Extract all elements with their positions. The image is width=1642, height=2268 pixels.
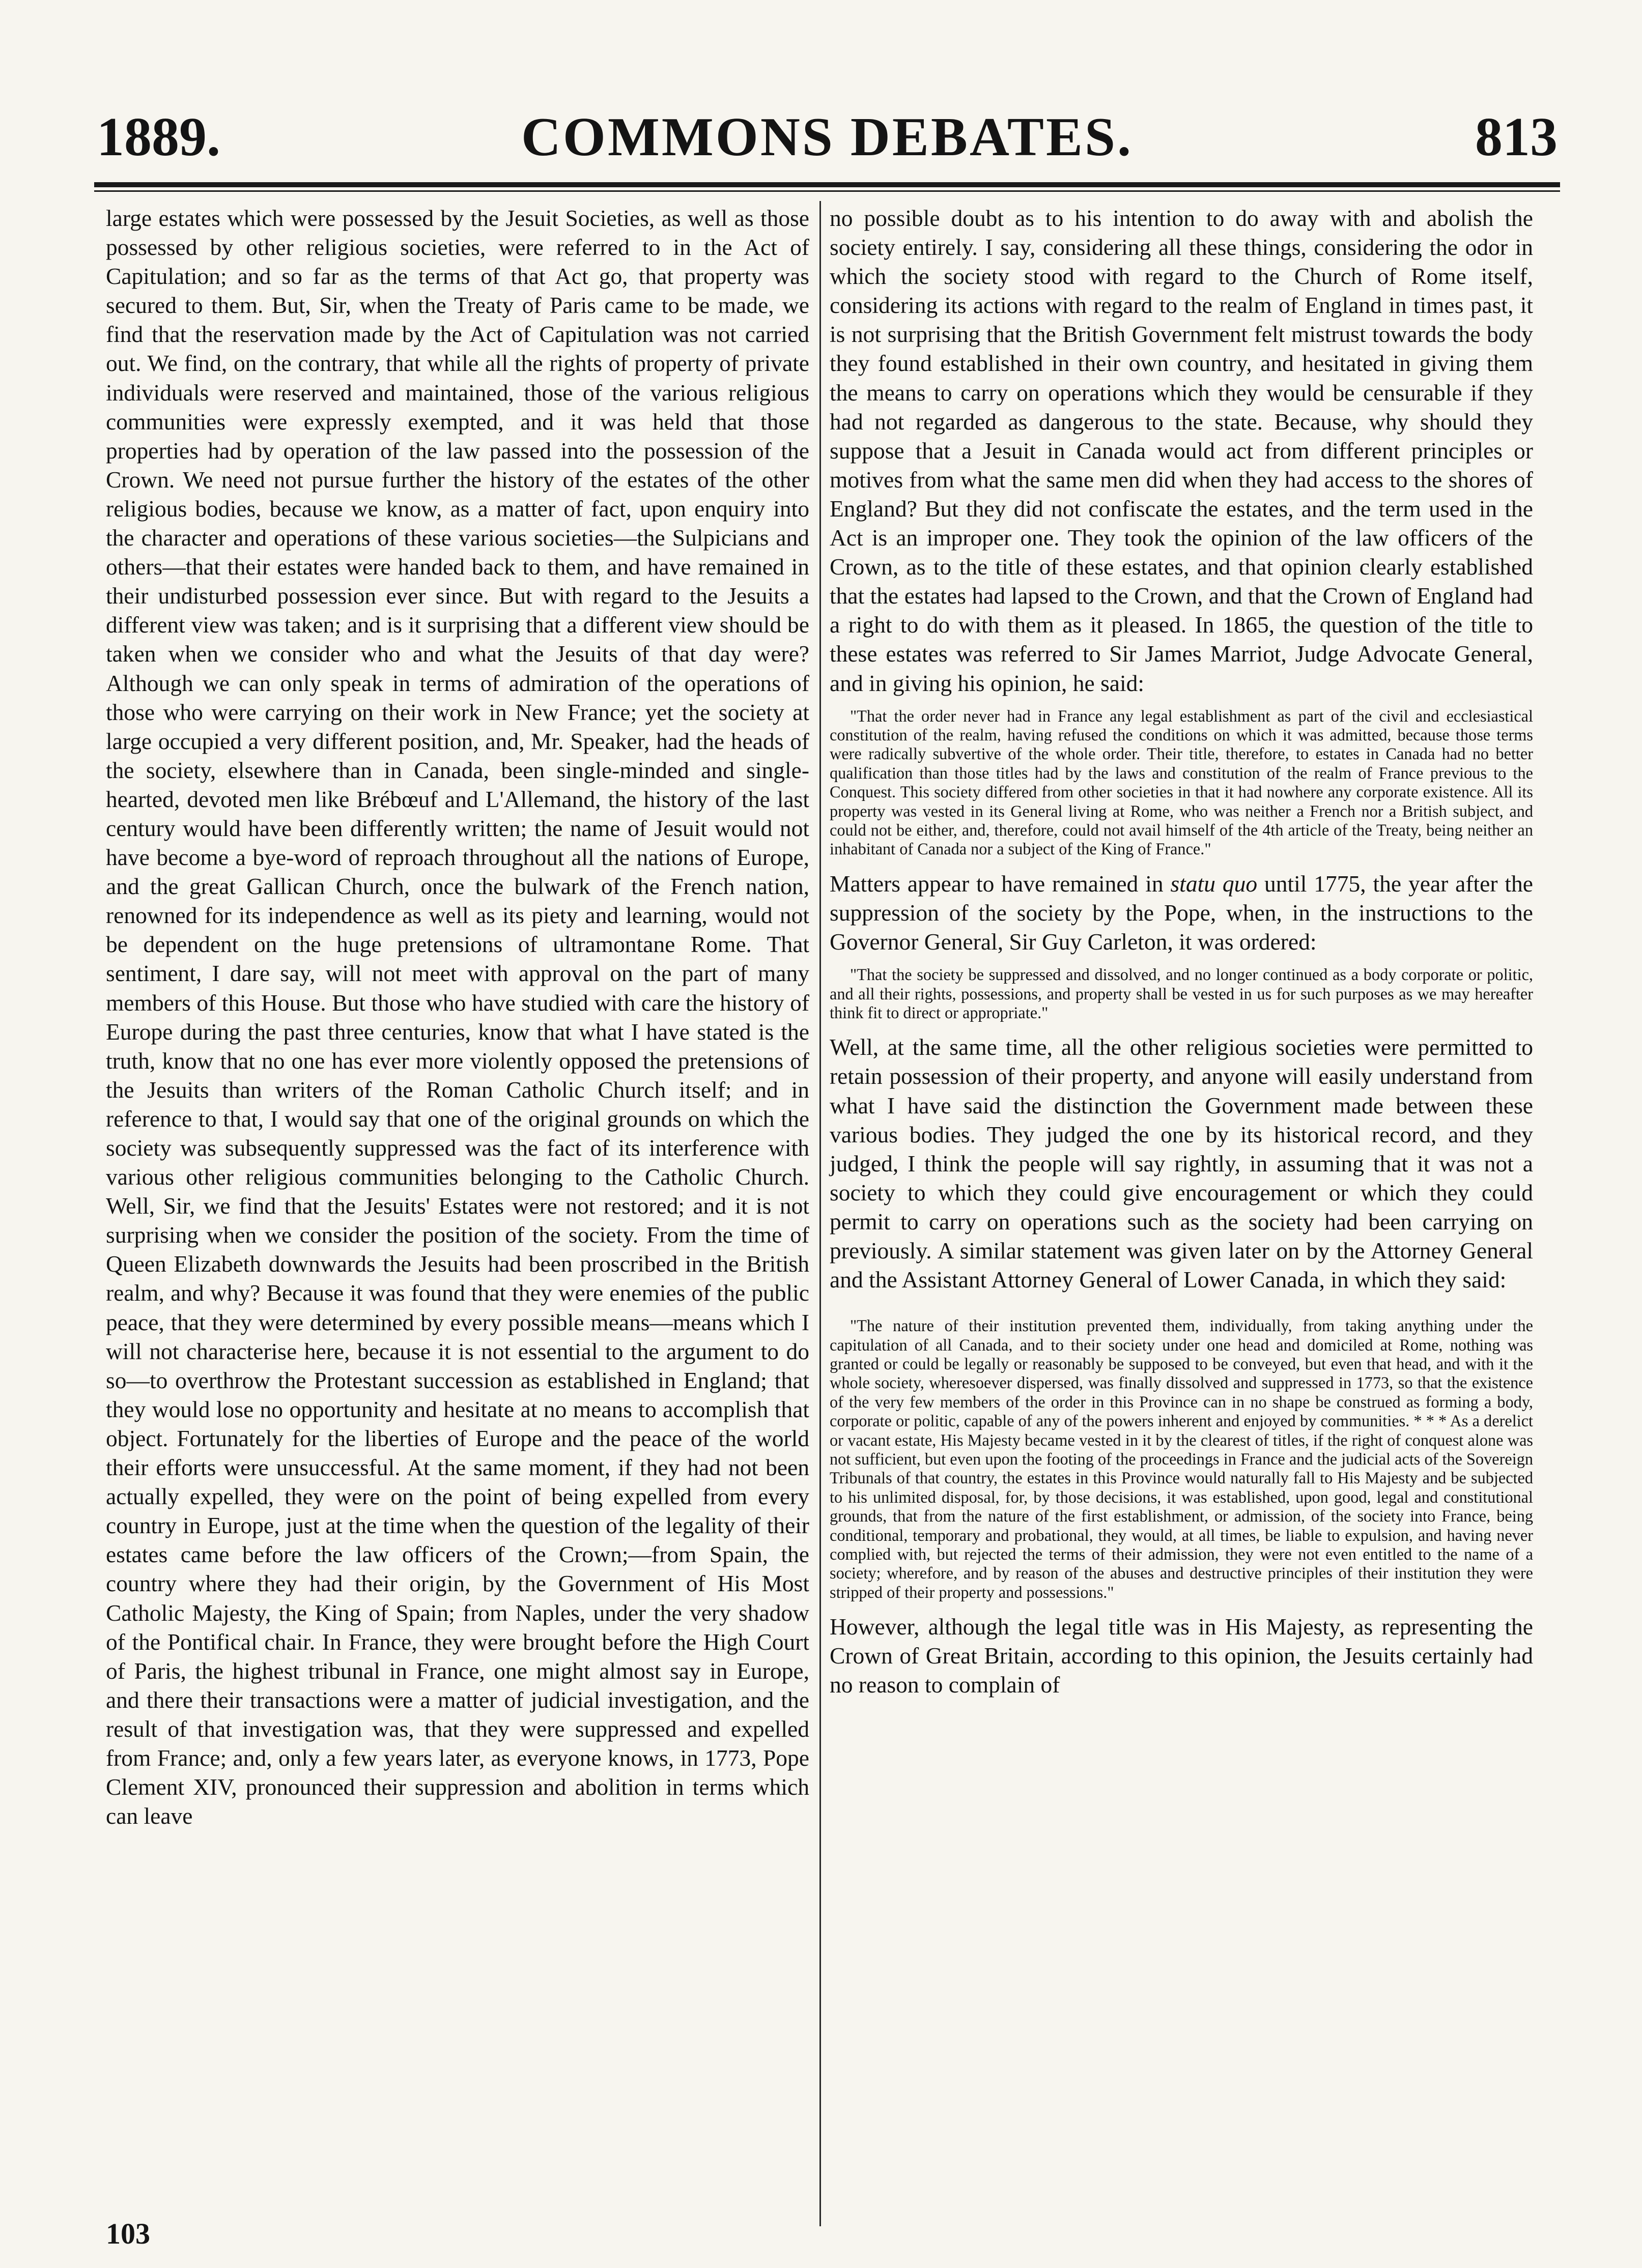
header-rule-thick [94,182,1560,187]
right-paragraph-1: no possible doubt as to his intention to do away with and abolish the society entirely. I say, considering all these things, considering the odor in which the society stood with regard to the Church of Rome itself, considering its actions with regard to the realm of England in times past, it is not surprising that the British Government felt mistrust towards the body they found established in their own country, and hesitated in giving them the means to carry on operations which they would be censurable if they had not regarded as dangerous to the state. Because, why should they suppose that a Jesuit in Canada would act from different principles or motives from what the same men did when they had access to the shores of England? But they did not confiscate the estates, and the term used in the Act is an improper one. They took the opinion of the law officers of the Crown, as to the title of these estates, and that opinion clearly established that the estates had lapsed to the Crown, and that the Crown of England had a right to do with them as it pleased. In 1865, the question of the title to these estates was referred to Sir James Marriot, Judge Advocate General, and in giving his opinion, he said: [830,205,1533,696]
right-column [830,204,1533,1700]
right-paragraph-2 [830,869,1533,956]
column-divider [819,201,821,2226]
para2-text-before: Matters appear to have remained in [830,870,1171,897]
quote-marriot-opinion: "That the order never had in France any legal establishment as part of the civil and ecclesiastical constitution of the realm, having refused the conditions on which it was admitted, because those terms were radically subvertive of the whole order. Their title, therefore, to estates in Canada had no better qualification than those titles had by the laws and constitution of the realm of France previous to the Conquest. This society differed from other societies in that it had nowhere any corporate existence. All its property was vested in its General living at Rome, who was neither a French nor a British subject, and could not be either, and, therefore, could not avail himself of the 4th article of the Treaty, being neither an inhabitant of Canada nor a subject of the King of France." [830,706,1533,858]
left-column [106,204,809,1830]
right-paragraph-4: However, although the legal title was in His Majesty, as representing the Crown of Great Britain, according to this opinion, the Jesuits certainly had no reason to complain of [830,1614,1533,1698]
page-number: 813 [1475,107,1558,167]
para2-italic-phrase: statu quo [1170,870,1258,897]
signature-mark: 103 [106,2217,150,2250]
header-rule-thin [94,190,1560,192]
quote-attorney-general: "The nature of their institution prevented them, individually, from taking anything under the capitulation of all Canada, and to their society under one head and domiciled at Rome, nothing was granted or could be legally or reasonably be supposed to be conveyed, but even that head, and with it the whole society, wheresoever dispersed, was finally dissolved and suppressed in 1773, so that the existence of the very few members of the order in this Province can in no shape be construed as forming a body, corporate or politic, capable of any of the powers inherent and enjoyed by communities. * * * As a derelict or vacant estate, His Majesty became vested in it by the clearest of titles, if the right of conquest alone was not sufficient, but even upon the footing of the proceedings in France and the judicial acts of the Sovereign Tribunals of that country, the estates in this Province would naturally fall to His Majesty and be subjected to his unlimited disposal, for, by those decisions, it was established, upon good, legal and constitutional grounds, that from the nature of the first establishment, or admission, of the society into France, being conditional, temporary and probational, they would, at all times, be liable to expulsion, and having never complied with, but rejected the terms of their admission, they were not even entitled to the name of a society; wherefore, and by reason of the abuses and destructive principles of their institution they were stripped of their property and possessions." [830,1316,1533,1601]
left-paragraph: large estates which were possessed by the Jesuit Societies, as well as those possessed by other religious societies, were referred to in the Act of Capitulation; and so far as the terms of that Act go, that property was secured to them. But, Sir, when the Treaty of Paris came to be made, we find that the reservation made by the Act of Capitulation was not carried out. We find, on the contrary, that while all the rights of property of private individuals were reserved and maintained, those of the various religious communities were expressly exempted, and it was held that those properties had by operation of the law passed into the possession of the Crown. We need not pursue further the history of the estates of the other religious bodies, because we know, as a matter of fact, upon enquiry into the character and operations of these various societies—the Sulpicians and others—that their estates were handed back to them, and have remained in their undisturbed possession ever since. But with regard to the Jesuits a different view was taken; and is it surprising that a different view should be taken when we consider who and what the Jesuits of that day were? Although we can only speak in terms of admiration of the operations of those who were carrying on their work in New France; yet the society at large occupied a very different position, and, Mr. Speaker, had the heads of the society, elsewhere than in Canada, been single-minded and single-hearted, devoted men like Brébœuf and L'Allemand, the history of the last century would have been differently written; the name of Jesuit would not have become a bye-word of reproach throughout all the nations of Europe, and the great Gallican Church, once the bulwark of the French nation, renowned for its independence as well as its piety and learning, would not be dependent on the huge pretensions of ultramontane Rome. That sentiment, I dare say, will not meet with approval on the part of many members of this House. But those who have studied with care the history of Europe during the past three centuries, know that what I have stated is the truth, know that no one has ever more violently opposed the pretensions of the Jesuits than writers of the Roman Catholic Church itself; and in reference to that, I would say that one of the original grounds on which the society was subsequently suppressed was the fact of its interference with various other religious communities belonging to the Catholic Church. Well, Sir, we find that the Jesuits' Estates were not restored; and it is not surprising when we consider the position of the society. From the time of Queen Elizabeth downwards the Jesuits had been proscribed in the British realm, and why? Because it was found that they were enemies of the public peace, that they were determined by every possible means—means which I will not characterise here, because it is not essential to the argument to do so—to overthrow the Protestant succession as established in England; that they would lose no opportunity and hesitate at no means to accomplish that object. Fortunately for the liberties of Europe and the peace of the world their efforts were unsuccessful. At the same moment, if they had not been actually expelled, they were on the point of being expelled from every country in Europe, just at the time when the question of the legality of their estates came before the law officers of the Crown;—from Spain, the country where they had their origin, by the Government of His Most Catholic Majesty, the King of Spain; from Naples, under the very shadow of the Pontifical chair. In France, they were brought before the High Court of Paris, the highest tribunal in France, one might almost say in Europe, and there their transactions were a matter of judicial investigation, and the result of that investigation was, that they were suppressed and expelled from France; and, only a few years later, as everyone knows, in 1773, Pope Clement XIV, pronounced their suppression and abolition in terms which can leave [106,205,809,1829]
quote-carleton-instructions: "That the society be suppressed and dissolved, and no longer continued as a body corporate or politic, and all their rights, possessions, and property shall be vested in us for such purposes as we may hereafter think fit to direct or appropriate." [830,965,1533,1022]
page-header [97,104,1558,170]
para2-text-after: until 1775, the year after the suppression of the society by the Pope, when, in the instructions to the Governor General, Sir Guy Carleton, it was ordered: [830,870,1533,955]
right-paragraph-3: Well, at the same time, all the other religious societies were permitted to retain possession of their property, and anyone will easily understand from what I have said the distinction the Government made between these various bodies. They judged the one by its historical record, and they judged, I think the people will say rightly, in assuming that it was not a society to which they could give encouragement or which they could permit to carry on operations such as the society had been carrying on previously. A similar statement was given later on by the Attorney General and the Assistant Attorney General of Lower Canada, in which they said: [830,1034,1533,1293]
publication-title: COMMONS DEBATES. [521,107,1134,167]
header-year: 1889. [97,107,220,167]
